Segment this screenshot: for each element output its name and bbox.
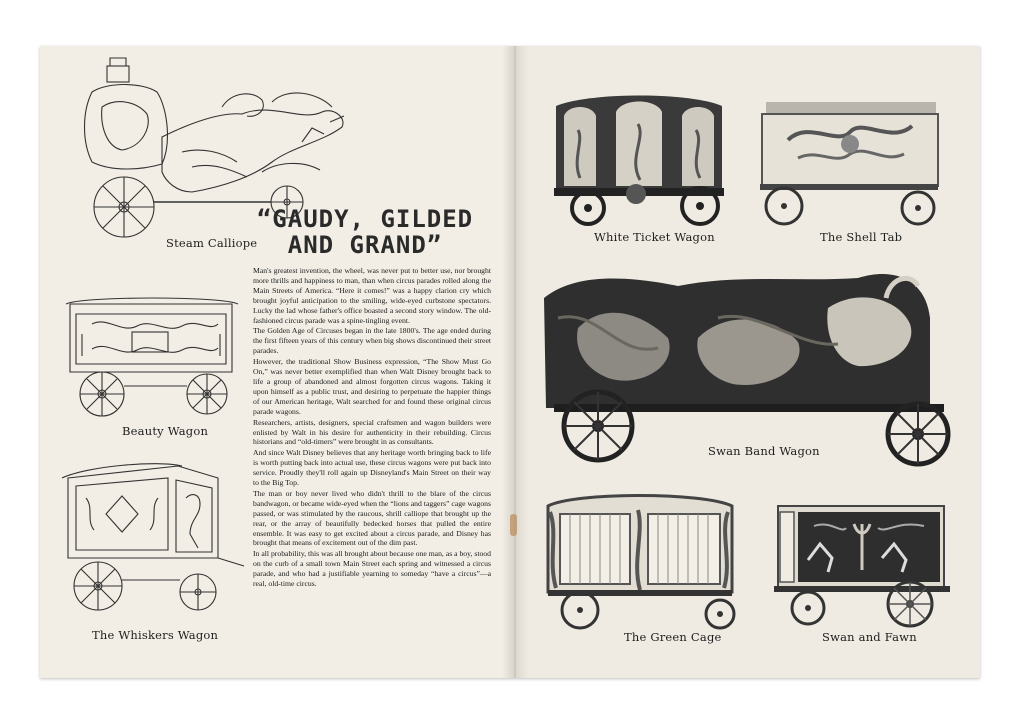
whiskers-wagon-caption: The Whiskers Wagon [92, 628, 219, 642]
article-headline [250, 206, 480, 258]
green-cage-photo [544, 492, 736, 632]
article-body [253, 266, 491, 590]
article-paragraph: In all probability, this was all brought about because one man, as a boy, stood on the curb of a small town Main Street each spring and witnessed a circus parade, and who had a justifiable yearning to someday “have a circus”—a real, old-time circus. [253, 549, 491, 589]
article-paragraph: The man or boy never lived who didn't thrill to the blare of the circus bandwagon, or became wide-eyed when the “lions and taggers” cage wagons passed, or was stimulated by the raucous, shrill calliope that brought up the rear, or the array of beautifully bedecked horses that pulled the entire ensemble. It was easy to get excited about a circus parade, and Disney has brought that means of excitement out of the dim past. [253, 488, 491, 548]
article-paragraph: However, the traditional Show Business expression, “The Show Must Go On,” was never better exemplified than when Walt Disney brought back to life a group of abandoned and almost forgotten circus wagons. Taking it upon himself as a public trust, and desiring to perpetuate the happier things of our American heritage, Walt searched for and found these original circus parade wagons. [253, 357, 491, 416]
white-ticket-wagon-photo [550, 90, 728, 228]
green-cage-caption: The Green Cage [624, 630, 722, 644]
beauty-wagon-illustration [62, 294, 242, 426]
article-paragraph: And since Walt Disney believes that any heritage worth bringing back to life is worth putting back into actual use, these circus wagons were put back into service. Proudly they'll roll again up Disneyland's Main Street on their way to the Big Top. [253, 448, 491, 488]
article-paragraph: Man's greatest invention, the wheel, was never put to better use, nor brought more thrills and happiness to man, than when circus parades rolled along the Main Streets of America. “Here it comes!” was a happy clarion cry which brought joyful anticipation to the smiling, wide-eyed curbstone spectators. Lucky the lad whose father's office boasted a second story window. The old-fashioned circus parade was a spine-tingling event. [253, 266, 491, 325]
article-paragraph: The Golden Age of Circuses began in the late 1800's. The age ended during the first fifteen years of this century when big shows discontinued their street parades. [253, 326, 491, 356]
page-gutter [502, 46, 528, 678]
swan-band-wagon-caption: Swan Band Wagon [708, 444, 820, 458]
paper-stain [510, 514, 517, 536]
beauty-wagon-caption: Beauty Wagon [122, 424, 209, 438]
headline-line-1: “GAUDY, GILDED [256, 205, 474, 233]
steam-calliope-caption: Steam Calliope [166, 236, 258, 250]
shell-tab-caption: The Shell Tab [820, 230, 903, 244]
headline-line-2: AND GRAND” [287, 231, 443, 259]
whiskers-wagon-illustration [58, 458, 248, 618]
shell-tab-photo [758, 96, 940, 228]
brochure-spread [40, 46, 980, 678]
swan-and-fawn-photo [774, 500, 950, 632]
swan-and-fawn-caption: Swan and Fawn [822, 630, 917, 644]
white-ticket-wagon-caption: White Ticket Wagon [594, 230, 715, 244]
article-paragraph: Researchers, artists, designers, special craftsmen and wagon builders were enlisted by Walt in his desire for authenticity in their rebuilding. Circus historians and “old-timers” were brought in as consultants. [253, 417, 491, 447]
